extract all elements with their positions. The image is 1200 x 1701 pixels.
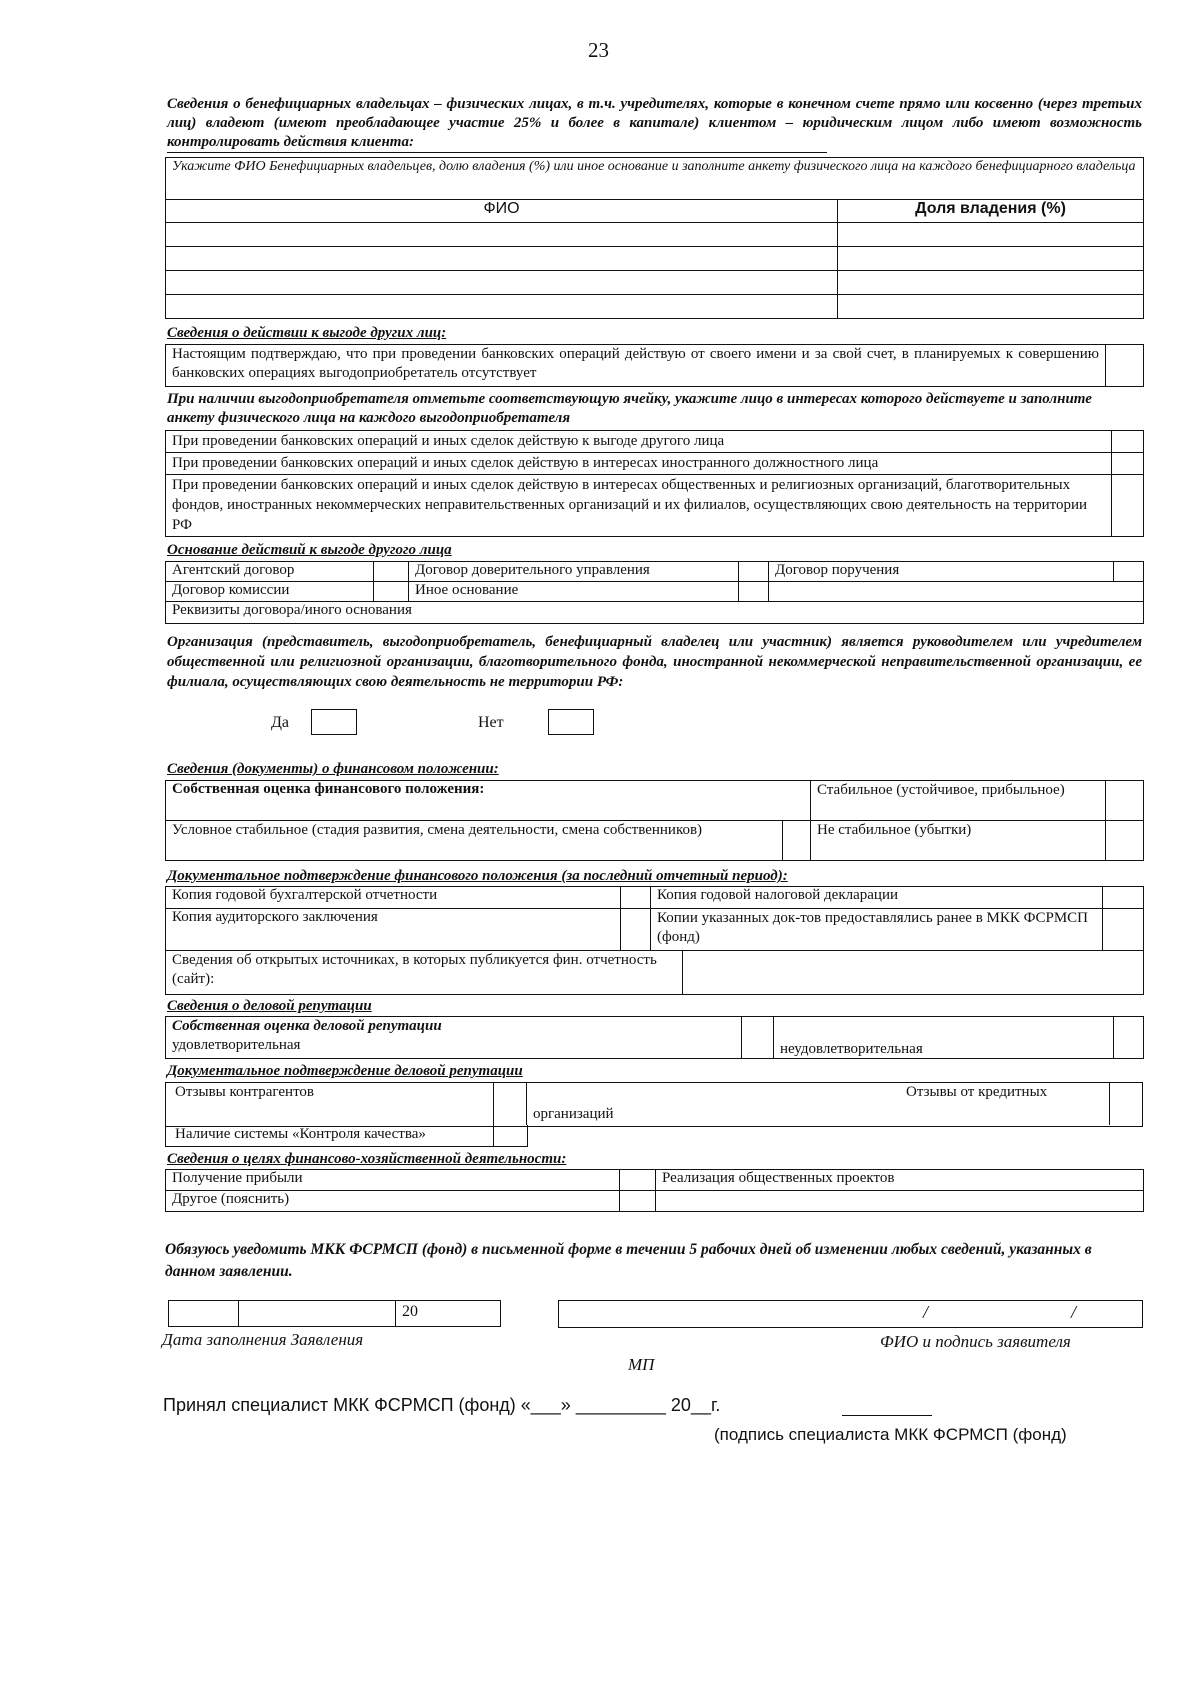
- own-behalf-table: [165, 344, 1144, 387]
- reputation-heading: Сведения о деловой репутации: [167, 998, 372, 1014]
- goal-profit: Получение прибыли: [166, 1170, 620, 1191]
- goal-other: Другое (пояснить): [166, 1191, 620, 1212]
- goal-profit-checkbox[interactable]: [620, 1170, 656, 1191]
- open-sources-value[interactable]: [683, 951, 1144, 995]
- benefit-options-table: [165, 430, 1144, 537]
- others-benefit-heading: Сведения о действии к выгоде других лиц:: [167, 325, 447, 341]
- financial-assessment-table: [165, 780, 1144, 861]
- stamp-label: МП: [628, 1355, 655, 1374]
- col-fio: ФИО: [166, 200, 838, 223]
- share-cell[interactable]: [838, 295, 1144, 319]
- accepted-caption: (подпись специалиста МКК ФСРМСП (фонд): [714, 1425, 1067, 1444]
- page-number: 23: [588, 38, 609, 62]
- financial-conditional: Условное стабильное (стадия развития, смена деятельности, смена собственников): [166, 821, 783, 861]
- beneficiaries-heading-underline: [167, 152, 827, 153]
- reputation-unsatisfactory-checkbox[interactable]: [1114, 1017, 1144, 1059]
- beneficiary-note: При наличии выгодоприобретателя отметьте соответствующую ячейку, укажите лицо в интересах которого действуете и заполните анкету физического лица на каждого выгодоприобретателя: [167, 391, 1092, 426]
- no-label: Нет: [478, 714, 504, 731]
- goal-other-checkbox[interactable]: [620, 1191, 656, 1212]
- date-year[interactable]: 20: [396, 1301, 501, 1327]
- reputation-satisfactory: удовлетворительная: [172, 1037, 301, 1053]
- open-sources: Сведения об открытых источниках, в которых публикуется фин. отчетность (сайт):: [166, 951, 683, 995]
- date-day[interactable]: [169, 1301, 239, 1327]
- yes-label: Да: [271, 714, 290, 731]
- annual-accounts: Копия годовой бухгалтерской отчетности: [166, 887, 621, 909]
- financial-self-assessment: Собственная оценка финансового положения:: [166, 781, 811, 821]
- signer-slash-1: /: [923, 1302, 929, 1322]
- previously-provided-checkbox[interactable]: [1103, 909, 1144, 951]
- goal-other-value[interactable]: [656, 1191, 1144, 1212]
- basis-heading: Основание действий к выгоде другого лица: [167, 542, 452, 558]
- commitment-text: Обязуюсь уведомить МКК ФСРМСП (фонд) в письменной форме в течении 5 рабочих дней об изменении любых сведений, указанных в данном заявлении.: [165, 1241, 1092, 1280]
- date-fields: [168, 1300, 501, 1327]
- financial-unstable: Не стабильное (убытки): [811, 821, 1106, 861]
- share-cell[interactable]: [838, 271, 1144, 295]
- tax-return-checkbox[interactable]: [1103, 887, 1144, 909]
- share-cell[interactable]: [838, 223, 1144, 247]
- credit-org-reviews-line2: организаций: [533, 1106, 614, 1122]
- basis-trust: Договор доверительного управления: [409, 562, 739, 582]
- counterparty-reviews: Отзывы контрагентов: [175, 1084, 315, 1100]
- audit-report-checkbox[interactable]: [621, 909, 651, 951]
- option-foreign-official: При проведении банковских операций и иных сделок действую в интересах иностранного должностного лица: [166, 453, 1112, 475]
- financial-heading: Сведения (документы) о финансовом положении:: [167, 761, 499, 777]
- beneficiaries-table: [165, 157, 1144, 319]
- own-behalf-checkbox[interactable]: [1106, 345, 1144, 387]
- financial-stable: Стабильное (устойчивое, прибыльное): [811, 781, 1106, 821]
- fio-cell[interactable]: [166, 295, 838, 319]
- date-month[interactable]: [239, 1301, 396, 1327]
- basis-commission-order-checkbox[interactable]: [1114, 562, 1144, 582]
- signer-label: ФИО и подпись заявителя: [880, 1332, 1071, 1351]
- basis-commission-order: Договор поручения: [769, 562, 1114, 582]
- reputation-doc-heading: Документальное подтверждение деловой репутации: [167, 1063, 523, 1079]
- beneficiaries-instruction: Укажите ФИО Бенефициарных владельцев, долю владения (%) или иное основание и заполните анкету физического лица на каждого бенефициарного владельца: [166, 158, 1144, 200]
- basis-agent: Агентский договор: [166, 562, 374, 582]
- fio-cell[interactable]: [166, 271, 838, 295]
- option-other-person-checkbox[interactable]: [1112, 431, 1144, 453]
- option-organizations-checkbox[interactable]: [1112, 475, 1144, 537]
- previously-provided: Копии указанных док-тов предоставлялись ранее в МКК ФСРМСП (фонд): [651, 909, 1103, 951]
- goal-public-projects: Реализация общественных проектов: [656, 1170, 1144, 1191]
- financial-docs-table: [165, 886, 1144, 995]
- annual-accounts-checkbox[interactable]: [621, 887, 651, 909]
- tax-return: Копия годовой налоговой декларации: [651, 887, 1103, 909]
- goals-table: [165, 1169, 1144, 1212]
- signer-slash-2: /: [1071, 1302, 1077, 1322]
- basis-other: Иное основание: [409, 582, 739, 602]
- reputation-unsatisfactory: неудовлетворительная: [774, 1017, 1114, 1059]
- organization-question: Организация (представитель, выгодоприобретатель, бенефициарный владелец или участник) является руководителем или учредителем общественной или религиозной организации, благотворительного фонда, иностранной некоммерческой неправительственной организации, ее филиала, осуществляющих свою деятельность не территории РФ:: [167, 634, 1142, 690]
- financial-unstable-checkbox[interactable]: [1106, 821, 1144, 861]
- reputation-table: [165, 1016, 1144, 1059]
- fio-cell[interactable]: [166, 223, 838, 247]
- goals-heading: Сведения о целях финансово-хозяйственной деятельности:: [167, 1151, 567, 1167]
- quality-system: Наличие системы «Контроля качества»: [175, 1126, 426, 1142]
- signer-field[interactable]: [558, 1300, 1143, 1328]
- basis-requisites[interactable]: Реквизиты договора/иного основания: [166, 602, 1144, 624]
- credit-org-reviews-checkbox[interactable]: [1109, 1082, 1142, 1125]
- basis-agent-checkbox[interactable]: [374, 562, 409, 582]
- basis-trust-checkbox[interactable]: [739, 562, 769, 582]
- yes-checkbox[interactable]: [311, 709, 357, 735]
- no-checkbox[interactable]: [548, 709, 594, 735]
- basis-commission-checkbox[interactable]: [374, 582, 409, 602]
- reputation-self-assessment: [166, 1017, 742, 1059]
- accepted-text: Принял специалист МКК ФСРМСП (фонд) «___» _________ 20__г.: [163, 1395, 721, 1415]
- basis-table: [165, 561, 1144, 624]
- option-other-person: При проведении банковских операций и иных сделок действую к выгоде другого лица: [166, 431, 1112, 453]
- reputation-self-assessment-label: Собственная оценка деловой репутации: [172, 1018, 442, 1034]
- col-share: Доля владения (%): [838, 200, 1144, 223]
- own-behalf-statement: Настоящим подтверждаю, что при проведении банковских операций действую от своего имени и за свой счет, в планируемых к совершению банковских операциях выгодоприобретатель отсутствует: [166, 345, 1106, 387]
- basis-other-value[interactable]: [769, 582, 1144, 602]
- basis-other-checkbox[interactable]: [739, 582, 769, 602]
- quality-system-checkbox[interactable]: [493, 1125, 526, 1146]
- financial-doc-heading: Документальное подтверждение финансового положения (за последний отчетный период):: [167, 868, 788, 884]
- reputation-satisfactory-checkbox[interactable]: [742, 1017, 774, 1059]
- credit-org-reviews-line1: Отзывы от кредитных: [906, 1084, 1048, 1100]
- option-foreign-official-checkbox[interactable]: [1112, 453, 1144, 475]
- option-organizations: При проведении банковских операций и иных сделок действую в интересах общественных и религиозных организаций, благотворительных фондов, иностранных некоммерческих неправительственных организаций и их филиалов, осуществляющих свою деятельность на территории РФ: [166, 475, 1112, 537]
- fio-cell[interactable]: [166, 247, 838, 271]
- share-cell[interactable]: [838, 247, 1144, 271]
- financial-stable-checkbox[interactable]: [1106, 781, 1144, 821]
- audit-report: Копия аудиторского заключения: [166, 909, 621, 951]
- accepted-signature-line[interactable]: [842, 1415, 932, 1416]
- financial-conditional-checkbox[interactable]: [783, 821, 811, 861]
- basis-commission: Договор комиссии: [166, 582, 374, 602]
- date-label: Дата заполнения Заявления: [162, 1330, 364, 1349]
- beneficiaries-heading: Сведения о бенефициарных владельцах – физических лицах, в т.ч. учредителях, которые в конечном счете прямо или косвенно (через третьих лиц) владеют (имеют преобладающее участие 25% и более в капитале) клиентом – юридическим лицом либо имеют возможность контролировать действия клиента:: [167, 96, 1142, 150]
- counterparty-reviews-checkbox[interactable]: [493, 1082, 527, 1125]
